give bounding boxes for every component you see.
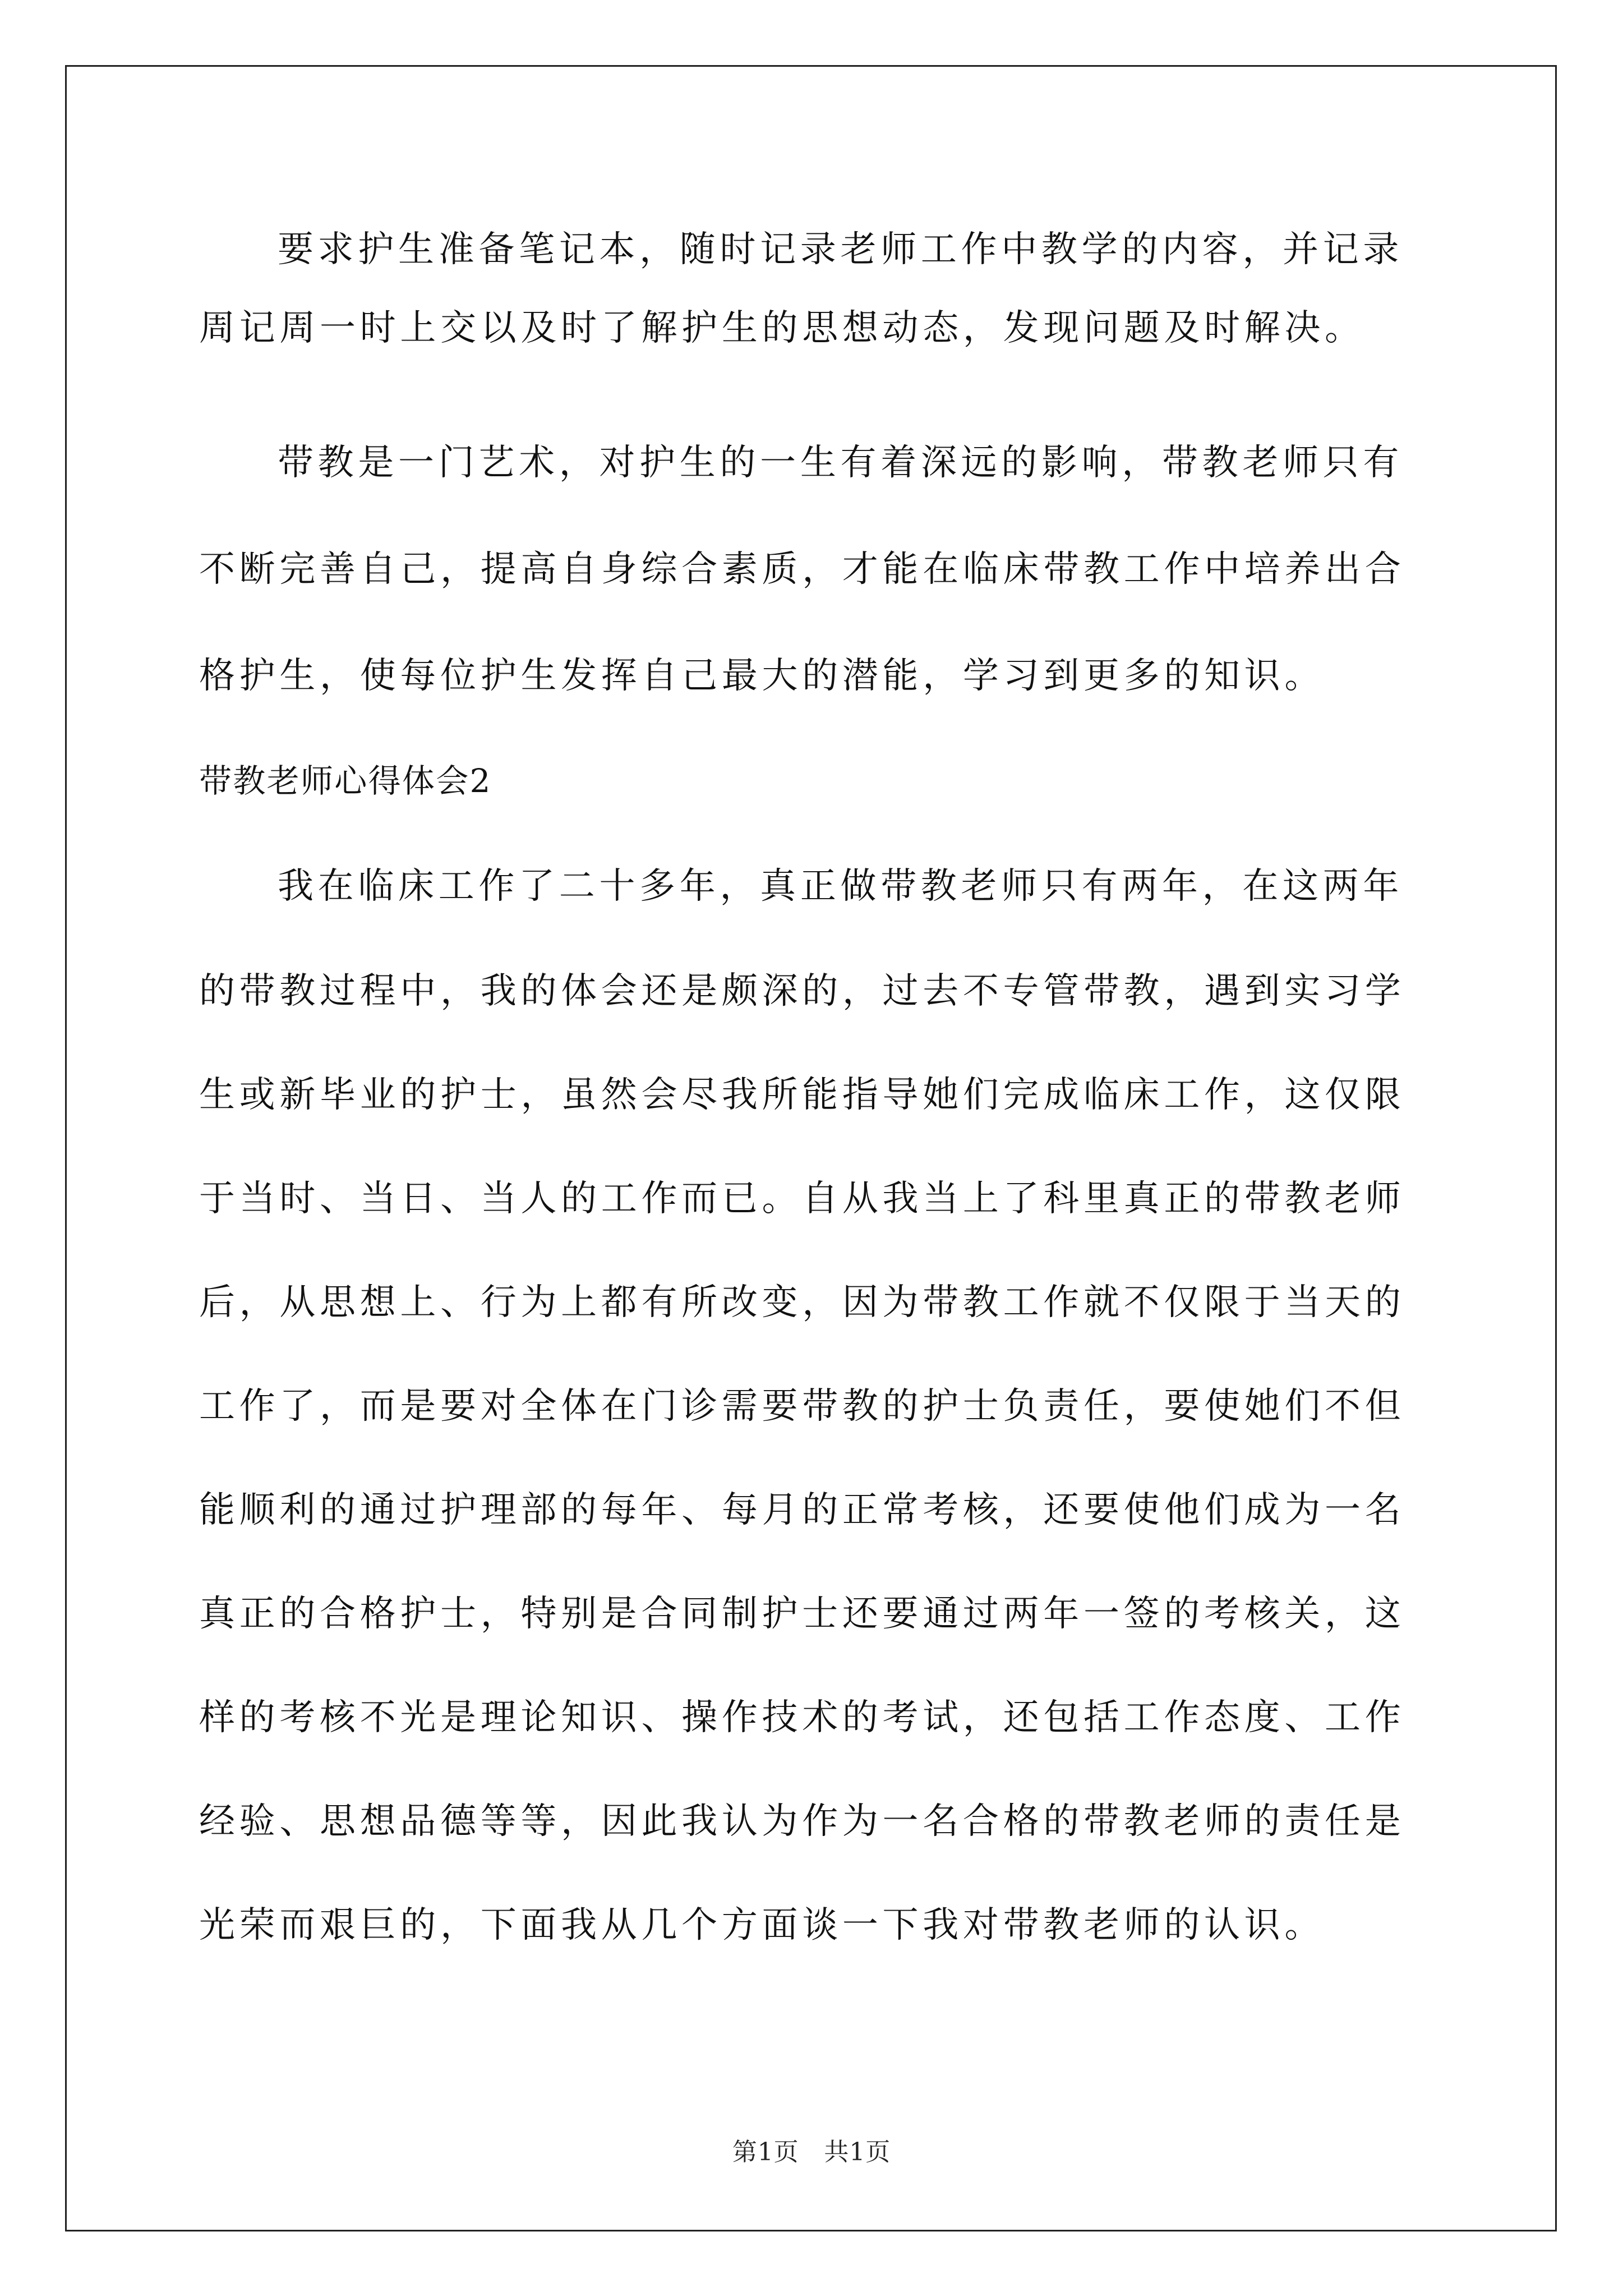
- paragraph-line: 我在临床工作了二十多年，真正做带教老师只有两年，在这两年: [278, 866, 1404, 907]
- paragraph-line: 工作了，而是要对全体在门诊需要带教的护士负责任，要使她们不但: [199, 1386, 1405, 1427]
- paragraph-line: 带教是一门艺术，对护生的一生有着深远的影响，带教老师只有: [278, 442, 1404, 484]
- paragraph-line: 格护生，使每位护生发挥自己最大的潜能，学习到更多的知识。: [199, 655, 1325, 697]
- paragraph-line: 经验、思想品德等等，因此我认为作为一名合格的带教老师的责任是: [199, 1801, 1405, 1842]
- paragraph-line: 生或新毕业的护士，虽然会尽我所能指导她们完成临床工作，这仅限: [199, 1074, 1405, 1116]
- paragraph-line: 光荣而艰巨的，下面我从几个方面谈一下我对带教老师的认识。: [199, 1904, 1325, 1946]
- paragraph-line: 能顺利的通过护理部的每年、每月的正常考核，还要使他们成为一名: [199, 1489, 1405, 1531]
- paragraph-line: 的带教过程中，我的体会还是颇深的，过去不专管带教，遇到实习学: [199, 970, 1405, 1012]
- paragraph-line: 后，从思想上、行为上都有所改变，因为带教工作就不仅限于当天的: [199, 1282, 1405, 1323]
- paragraph-line: 不断完善自己，提高自身综合素质，才能在临床带教工作中培养出合: [199, 549, 1405, 590]
- page-footer: 第1页 共1页: [732, 2138, 891, 2166]
- paragraph-line: 真正的合格护士，特别是合同制护士还要通过两年一签的考核关，这: [199, 1593, 1405, 1635]
- paragraph-line: 周记周一时上交以及时了解护生的思想动态，发现问题及时解决。: [199, 307, 1365, 349]
- paragraph-line: 于当时、当日、当人的工作而已。自从我当上了科里真正的带教老师: [199, 1178, 1405, 1220]
- paragraph-line: 样的考核不光是理论知识、操作技术的考试，还包括工作态度、工作: [199, 1697, 1405, 1738]
- section-heading: 带教老师心得体会2: [199, 762, 492, 800]
- paragraph-line: 要求护生准备笔记本，随时记录老师工作中教学的内容，并记录: [278, 229, 1404, 270]
